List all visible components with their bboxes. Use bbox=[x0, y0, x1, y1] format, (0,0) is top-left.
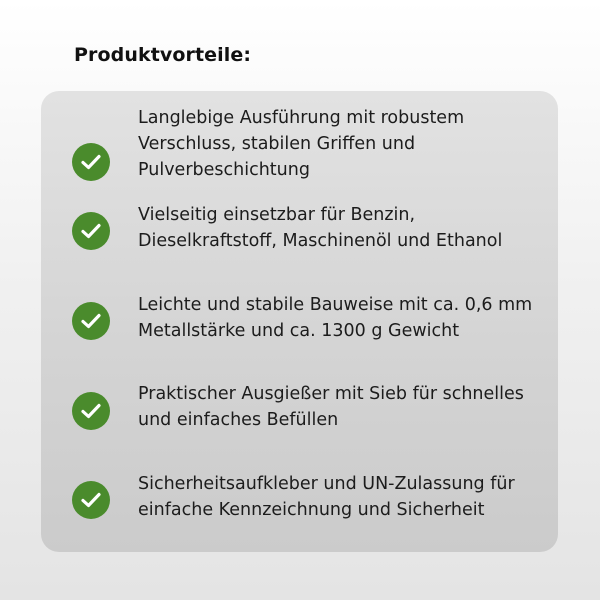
benefit-line: einfache Kennzeichnung und Sicherheit bbox=[138, 500, 485, 520]
benefit-line: Verschluss, stabilen Griffen und bbox=[138, 134, 416, 154]
benefit-line: Sicherheitsaufkleber und UN-Zulassung für bbox=[138, 474, 515, 494]
benefit-text bbox=[138, 381, 548, 433]
benefit-line: Praktischer Ausgießer mit Sieb für schnelles bbox=[138, 384, 524, 404]
benefit-line: Langlebige Ausführung mit robustem bbox=[138, 108, 465, 128]
check-circle-icon bbox=[72, 302, 110, 340]
benefit-text bbox=[138, 471, 548, 523]
benefit-line: Leichte und stabile Bauweise mit ca. 0,6 mm bbox=[138, 295, 533, 315]
benefit-line: und einfaches Befüllen bbox=[138, 410, 339, 430]
benefit-line: Vielseitig einsetzbar für Benzin, bbox=[138, 205, 416, 225]
check-circle-icon bbox=[72, 212, 110, 250]
benefit-text bbox=[138, 202, 548, 254]
benefit-line: Dieselkraftstoff, Maschinenöl und Ethanol bbox=[138, 231, 503, 251]
check-circle-icon bbox=[72, 481, 110, 519]
check-circle-icon bbox=[72, 392, 110, 430]
benefit-line: Pulverbeschichtung bbox=[138, 160, 310, 180]
benefit-text bbox=[138, 105, 548, 183]
page-title: Produktvorteile: bbox=[74, 44, 252, 66]
benefit-text bbox=[138, 292, 548, 344]
benefit-line: Metallstärke und ca. 1300 g Gewicht bbox=[138, 321, 460, 341]
benefits-panel bbox=[41, 91, 558, 552]
check-circle-icon bbox=[72, 143, 110, 181]
